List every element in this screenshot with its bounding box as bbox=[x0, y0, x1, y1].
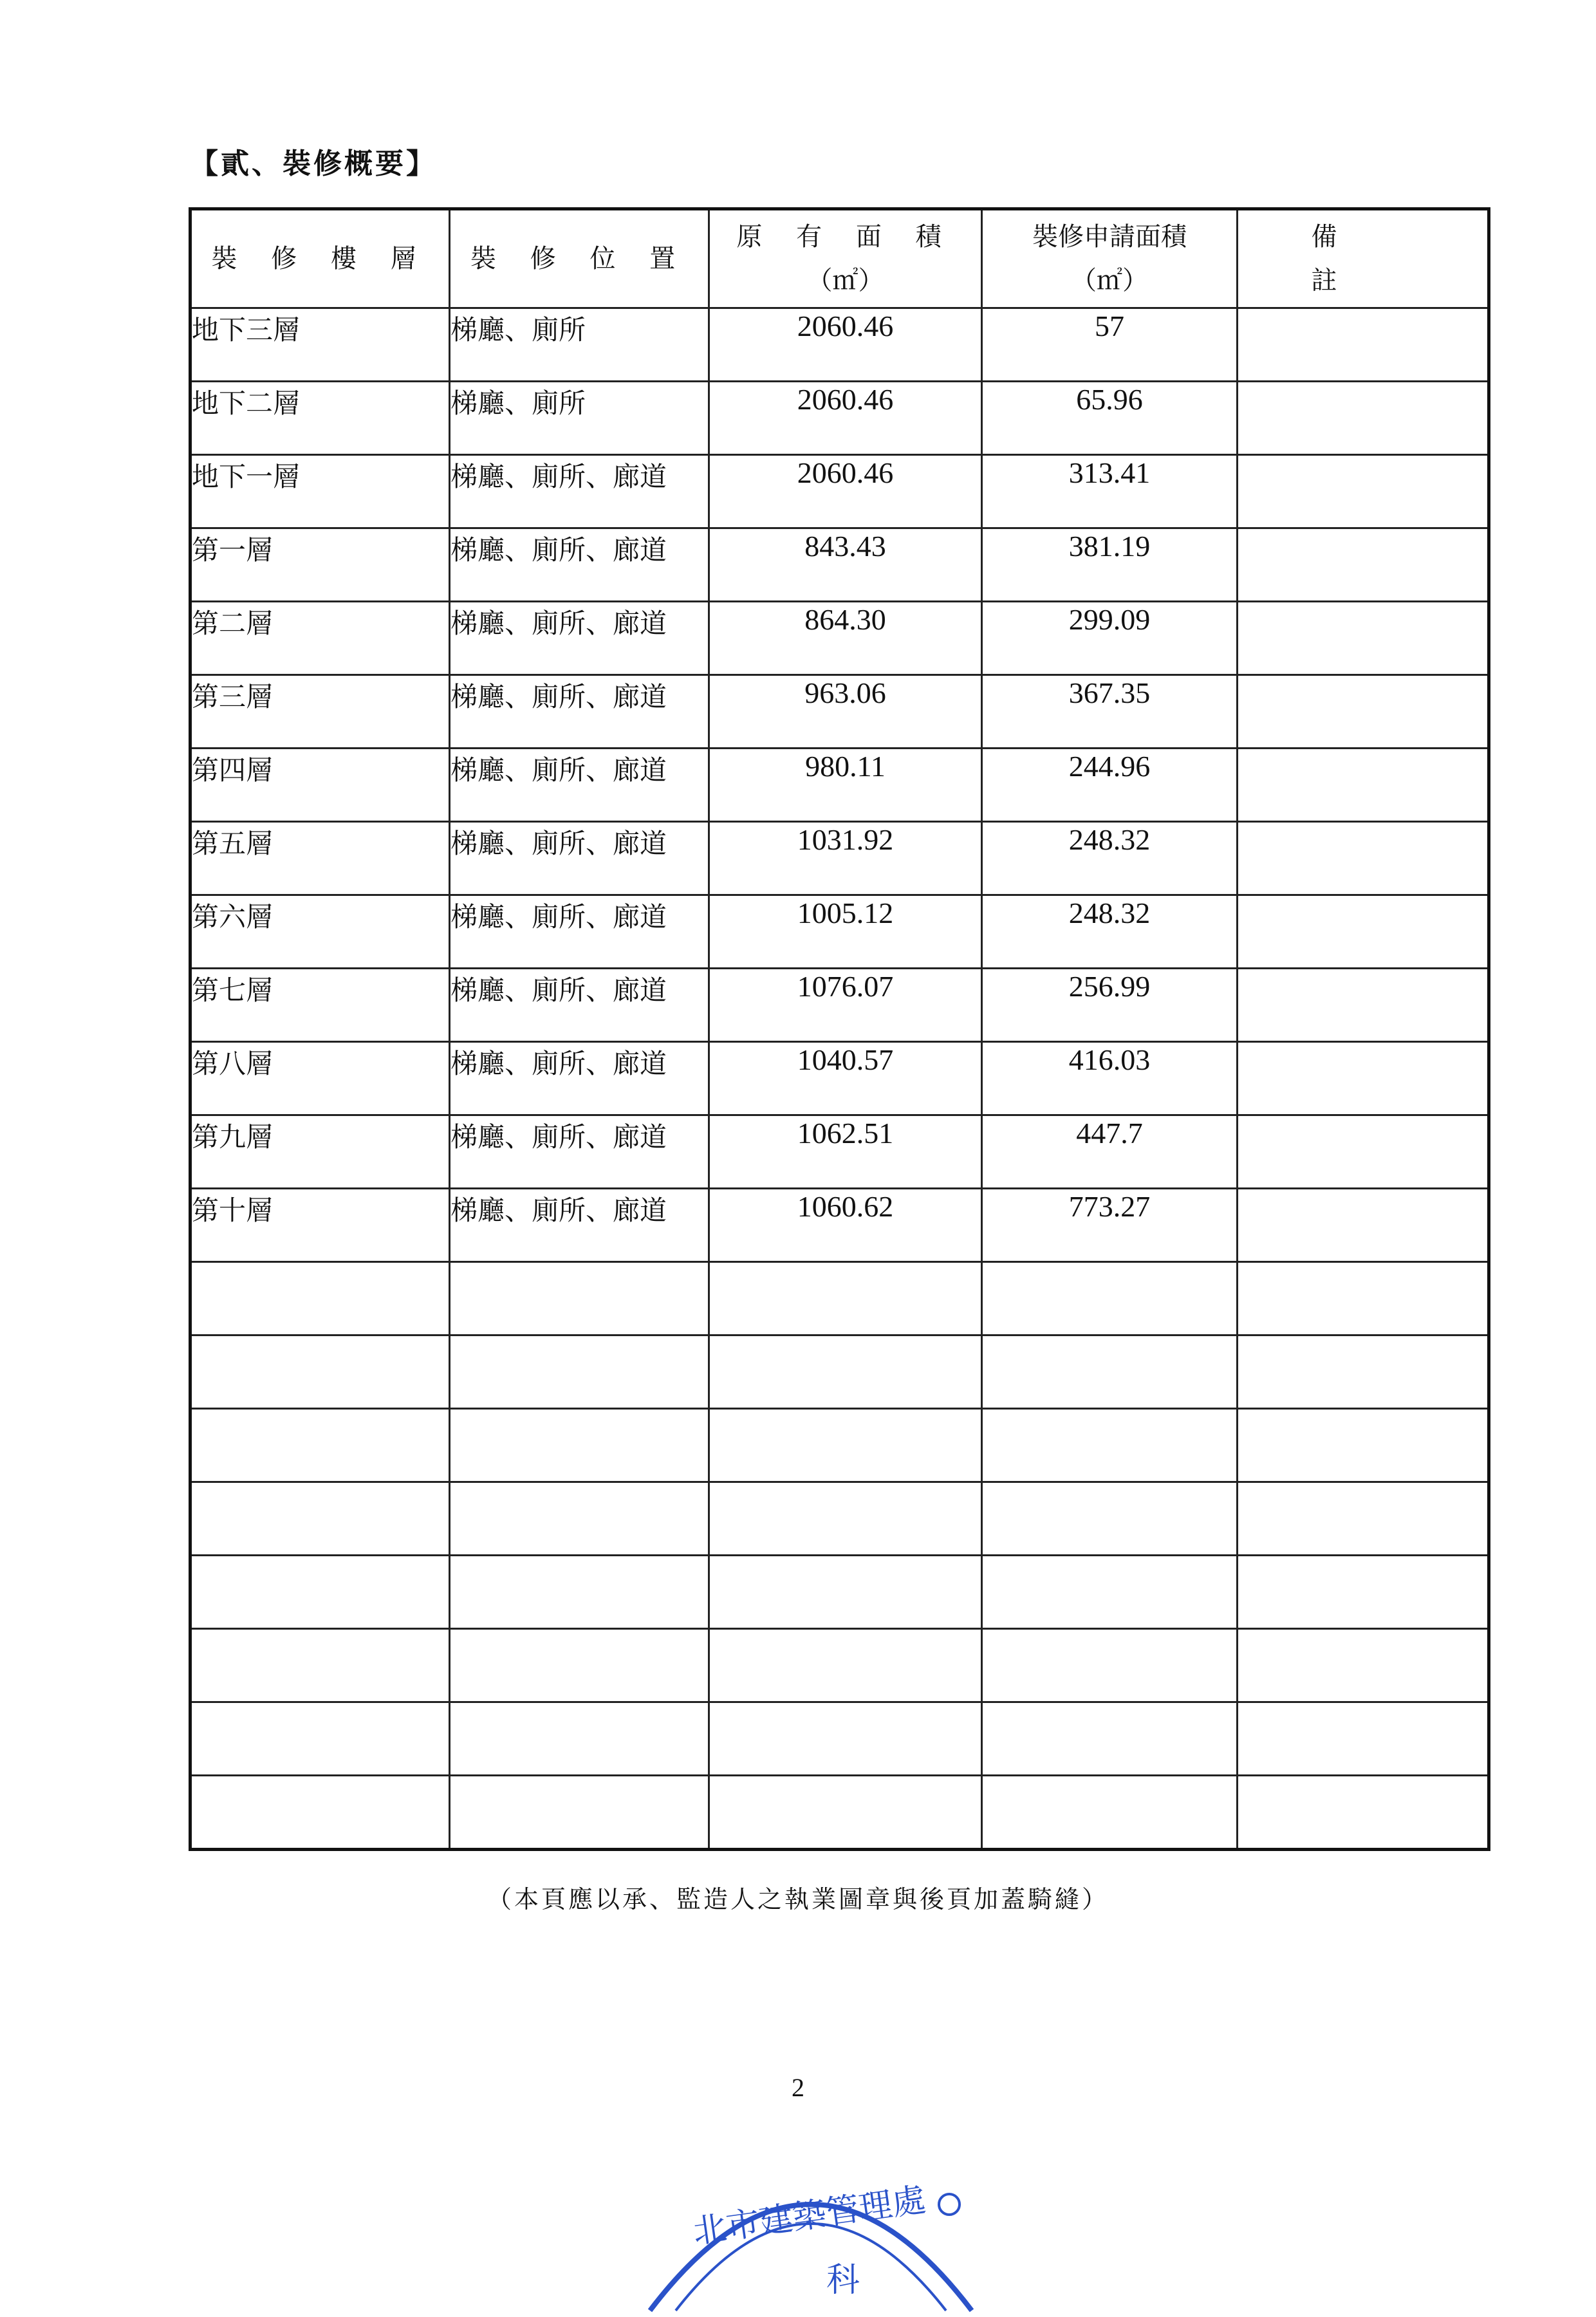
header-original-area-label: 原 有 面 積 bbox=[736, 222, 954, 252]
remarks-cell bbox=[1238, 895, 1489, 969]
remarks-cell bbox=[1238, 602, 1489, 675]
empty-cell bbox=[190, 1702, 450, 1776]
empty-cell bbox=[450, 1629, 709, 1702]
applied-area-cell: 447.7 bbox=[982, 1115, 1238, 1189]
empty-cell bbox=[982, 1629, 1238, 1702]
empty-table-row bbox=[190, 1482, 1489, 1556]
original-area-cell: 2060.46 bbox=[709, 382, 982, 455]
applied-area-cell: 381.19 bbox=[982, 528, 1238, 602]
location-cell: 梯廳、廁所、廊道 bbox=[450, 455, 709, 528]
floor-cell: 第三層 bbox=[190, 675, 450, 749]
original-area-cell: 843.43 bbox=[709, 528, 982, 602]
applied-area-cell: 244.96 bbox=[982, 749, 1238, 822]
floor-cell: 地下二層 bbox=[190, 382, 450, 455]
empty-cell bbox=[190, 1776, 450, 1850]
original-area-cell: 1040.57 bbox=[709, 1042, 982, 1115]
remarks-cell bbox=[1238, 528, 1489, 602]
remarks-cell bbox=[1238, 675, 1489, 749]
location-cell: 梯廳、廁所、廊道 bbox=[450, 895, 709, 969]
original-area-cell: 2060.46 bbox=[709, 455, 982, 528]
table-body bbox=[190, 308, 1489, 1850]
empty-cell bbox=[709, 1482, 982, 1556]
seal-flower-icon bbox=[939, 2194, 960, 2215]
page-number: 2 bbox=[792, 2073, 804, 2102]
applied-area-cell: 57 bbox=[982, 308, 1238, 382]
empty-cell bbox=[1238, 1482, 1489, 1556]
location-cell: 梯廳、廁所、廊道 bbox=[450, 822, 709, 895]
table-row bbox=[190, 822, 1489, 895]
location-cell: 梯廳、廁所 bbox=[450, 382, 709, 455]
applied-area-cell: 256.99 bbox=[982, 969, 1238, 1042]
empty-cell bbox=[982, 1262, 1238, 1335]
location-cell: 梯廳、廁所 bbox=[450, 308, 709, 382]
empty-cell bbox=[1238, 1556, 1489, 1629]
floor-cell: 第七層 bbox=[190, 969, 450, 1042]
official-seal bbox=[631, 2124, 991, 2317]
table-header-row bbox=[190, 209, 1489, 308]
applied-area-cell: 299.09 bbox=[982, 602, 1238, 675]
floor-cell: 第六層 bbox=[190, 895, 450, 969]
table-row bbox=[190, 969, 1489, 1042]
remarks-cell bbox=[1238, 1042, 1489, 1115]
location-cell: 梯廳、廁所、廊道 bbox=[450, 749, 709, 822]
applied-area-cell: 65.96 bbox=[982, 382, 1238, 455]
empty-cell bbox=[450, 1262, 709, 1335]
remarks-cell bbox=[1238, 1189, 1489, 1262]
empty-cell bbox=[1238, 1335, 1489, 1409]
empty-cell bbox=[709, 1702, 982, 1776]
empty-cell bbox=[1238, 1629, 1489, 1702]
applied-area-cell: 773.27 bbox=[982, 1189, 1238, 1262]
original-area-cell: 963.06 bbox=[709, 675, 982, 749]
applied-area-cell: 248.32 bbox=[982, 895, 1238, 969]
empty-cell bbox=[190, 1335, 450, 1409]
empty-cell bbox=[1238, 1702, 1489, 1776]
empty-cell bbox=[450, 1776, 709, 1850]
header-original-area-unit: （㎡） bbox=[806, 266, 884, 295]
empty-cell bbox=[190, 1262, 450, 1335]
applied-area-cell: 416.03 bbox=[982, 1042, 1238, 1115]
empty-table-row bbox=[190, 1629, 1489, 1702]
location-cell: 梯廳、廁所、廊道 bbox=[450, 675, 709, 749]
original-area-cell: 980.11 bbox=[709, 749, 982, 822]
original-area-cell: 1076.07 bbox=[709, 969, 982, 1042]
applied-area-cell: 248.32 bbox=[982, 822, 1238, 895]
header-location: 裝 修 位 置 bbox=[450, 209, 709, 308]
empty-cell bbox=[709, 1556, 982, 1629]
floor-cell: 第九層 bbox=[190, 1115, 450, 1189]
location-cell: 梯廳、廁所、廊道 bbox=[450, 528, 709, 602]
floor-cell: 第五層 bbox=[190, 822, 450, 895]
table-row bbox=[190, 528, 1489, 602]
remarks-cell bbox=[1238, 969, 1489, 1042]
empty-table-row bbox=[190, 1409, 1489, 1482]
original-area-cell: 1062.51 bbox=[709, 1115, 982, 1189]
empty-cell bbox=[450, 1556, 709, 1629]
applied-area-cell: 313.41 bbox=[982, 455, 1238, 528]
empty-cell bbox=[709, 1409, 982, 1482]
table-row bbox=[190, 455, 1489, 528]
floor-cell: 地下三層 bbox=[190, 308, 450, 382]
location-cell: 梯廳、廁所、廊道 bbox=[450, 1189, 709, 1262]
footnote: （本頁應以承、監造人之執業圖章與後頁加蓋騎縫） bbox=[487, 1885, 1109, 1913]
empty-cell bbox=[190, 1482, 450, 1556]
empty-cell bbox=[450, 1409, 709, 1482]
empty-cell bbox=[450, 1702, 709, 1776]
seal-partial-text: 科 bbox=[826, 2261, 860, 2300]
empty-cell bbox=[1238, 1409, 1489, 1482]
remarks-cell bbox=[1238, 308, 1489, 382]
header-floor: 裝 修 樓 層 bbox=[190, 209, 450, 308]
empty-cell bbox=[709, 1776, 982, 1850]
empty-table-row bbox=[190, 1702, 1489, 1776]
table-row bbox=[190, 895, 1489, 969]
empty-cell bbox=[190, 1556, 450, 1629]
empty-cell bbox=[982, 1335, 1238, 1409]
remarks-cell bbox=[1238, 382, 1489, 455]
table-row bbox=[190, 1042, 1489, 1115]
floor-cell: 第二層 bbox=[190, 602, 450, 675]
empty-cell bbox=[1238, 1262, 1489, 1335]
empty-cell bbox=[450, 1335, 709, 1409]
remarks-cell bbox=[1238, 822, 1489, 895]
location-cell: 梯廳、廁所、廊道 bbox=[450, 602, 709, 675]
empty-cell bbox=[982, 1409, 1238, 1482]
floor-cell: 地下一層 bbox=[190, 455, 450, 528]
table-row bbox=[190, 1115, 1489, 1189]
table-row bbox=[190, 308, 1489, 382]
remarks-cell bbox=[1238, 1115, 1489, 1189]
table-row bbox=[190, 1189, 1489, 1262]
empty-cell bbox=[190, 1629, 450, 1702]
empty-table-row bbox=[190, 1335, 1489, 1409]
floor-cell: 第四層 bbox=[190, 749, 450, 822]
original-area-cell: 1060.62 bbox=[709, 1189, 982, 1262]
empty-table-row bbox=[190, 1556, 1489, 1629]
empty-cell bbox=[982, 1556, 1238, 1629]
remarks-cell bbox=[1238, 455, 1489, 528]
empty-cell bbox=[709, 1629, 982, 1702]
remarks-cell bbox=[1238, 749, 1489, 822]
empty-cell bbox=[450, 1482, 709, 1556]
table-row bbox=[190, 675, 1489, 749]
table-row bbox=[190, 602, 1489, 675]
table-row bbox=[190, 749, 1489, 822]
empty-table-row bbox=[190, 1262, 1489, 1335]
section-title: 【貳、裝修概要】 bbox=[190, 147, 437, 180]
original-area-cell: 2060.46 bbox=[709, 308, 982, 382]
floor-cell: 第一層 bbox=[190, 528, 450, 602]
original-area-cell: 1005.12 bbox=[709, 895, 982, 969]
empty-cell bbox=[1238, 1776, 1489, 1850]
floor-cell: 第八層 bbox=[190, 1042, 450, 1115]
empty-cell bbox=[709, 1335, 982, 1409]
original-area-cell: 1031.92 bbox=[709, 822, 982, 895]
empty-cell bbox=[709, 1262, 982, 1335]
header-remarks: 備 註 bbox=[1238, 209, 1489, 308]
location-cell: 梯廳、廁所、廊道 bbox=[450, 1115, 709, 1189]
empty-cell bbox=[982, 1702, 1238, 1776]
empty-table-row bbox=[190, 1776, 1489, 1850]
original-area-cell: 864.30 bbox=[709, 602, 982, 675]
seal-text: 北市建築管理處 bbox=[691, 2181, 929, 2252]
table-row bbox=[190, 382, 1489, 455]
empty-cell bbox=[982, 1776, 1238, 1850]
header-applied-area-unit: （㎡） bbox=[1071, 266, 1148, 295]
location-cell: 梯廳、廁所、廊道 bbox=[450, 1042, 709, 1115]
renovation-summary-table bbox=[189, 207, 1490, 1851]
location-cell: 梯廳、廁所、廊道 bbox=[450, 969, 709, 1042]
header-applied-area-label: 裝修申請面積 bbox=[1032, 222, 1187, 252]
applied-area-cell: 367.35 bbox=[982, 675, 1238, 749]
header-applied-area bbox=[982, 209, 1238, 308]
header-original-area bbox=[709, 209, 982, 308]
floor-cell: 第十層 bbox=[190, 1189, 450, 1262]
empty-cell bbox=[982, 1482, 1238, 1556]
empty-cell bbox=[190, 1409, 450, 1482]
